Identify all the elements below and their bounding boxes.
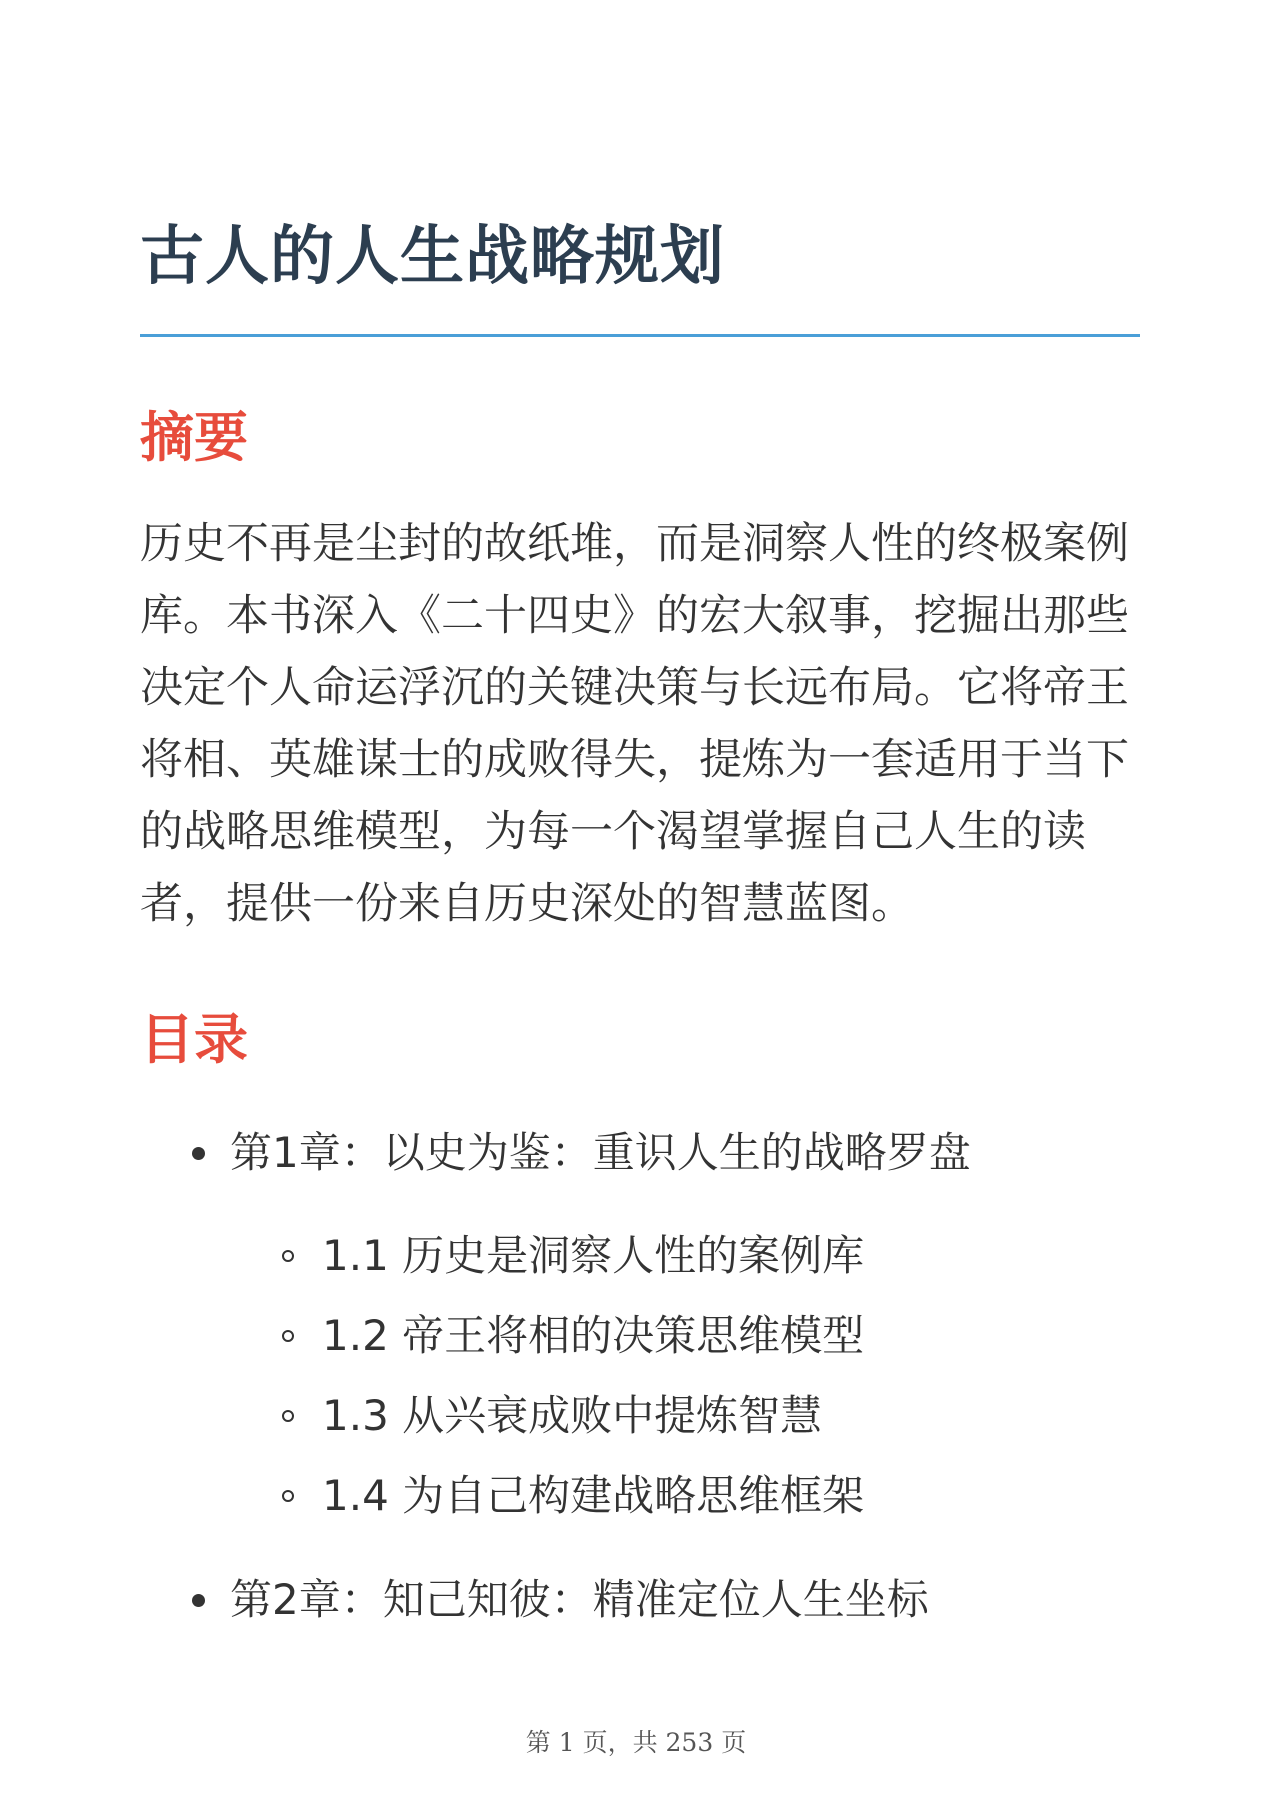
- bullet-disc-icon: [192, 1594, 205, 1607]
- bullet-circle-icon: [282, 1490, 294, 1502]
- toc-chapter-1[interactable]: [230, 1123, 971, 1183]
- title-divider: [140, 334, 1140, 337]
- bullet-circle-icon: [282, 1330, 294, 1342]
- toc-section-1-4[interactable]: [322, 1466, 864, 1526]
- toc-chapter-1-label: 第1章：以史为鉴：重识人生的战略罗盘: [230, 1128, 971, 1177]
- bullet-circle-icon: [282, 1250, 294, 1262]
- toc-chapter-2[interactable]: [230, 1570, 929, 1630]
- toc-section-1-2-label: 1.2 帝王将相的决策思维模型: [322, 1311, 865, 1360]
- toc-section-1-2[interactable]: [322, 1306, 864, 1366]
- toc-heading: 目录: [140, 1008, 248, 1071]
- bullet-circle-icon: [282, 1410, 294, 1422]
- bullet-disc-icon: [192, 1147, 205, 1160]
- toc-chapter-2-label: 第2章：知己知彼：精准定位人生坐标: [230, 1575, 929, 1624]
- page-number-footer: 第 1 页，共 253 页: [525, 1728, 747, 1757]
- toc-section-1-3[interactable]: [322, 1386, 822, 1446]
- toc-section-1-1-label: 1.1 历史是洞察人性的案例库: [322, 1231, 865, 1280]
- toc-section-1-4-label: 1.4 为自己构建战略思维框架: [322, 1471, 865, 1520]
- abstract-text: 历史不再是尘封的故纸堆，而是洞察人性的终极案例库。本书深入《二十四史》的宏大叙事，挖掘出那些决定个人命运浮沉的关键决策与长远布局。它将帝王将相、英雄谋士的成败得失，提炼为一套适用于当下的战略思维模型，为每一个渴望掌握自己人生的读者，提供一份来自历史深处的智慧蓝图。: [140, 519, 1129, 929]
- summary-heading: 摘要: [140, 406, 248, 469]
- document-title: 古人的人生战略规划: [140, 220, 725, 294]
- toc-section-1-3-label: 1.3 从兴衰成败中提炼智慧: [322, 1391, 823, 1440]
- toc-section-1-1[interactable]: [322, 1226, 864, 1286]
